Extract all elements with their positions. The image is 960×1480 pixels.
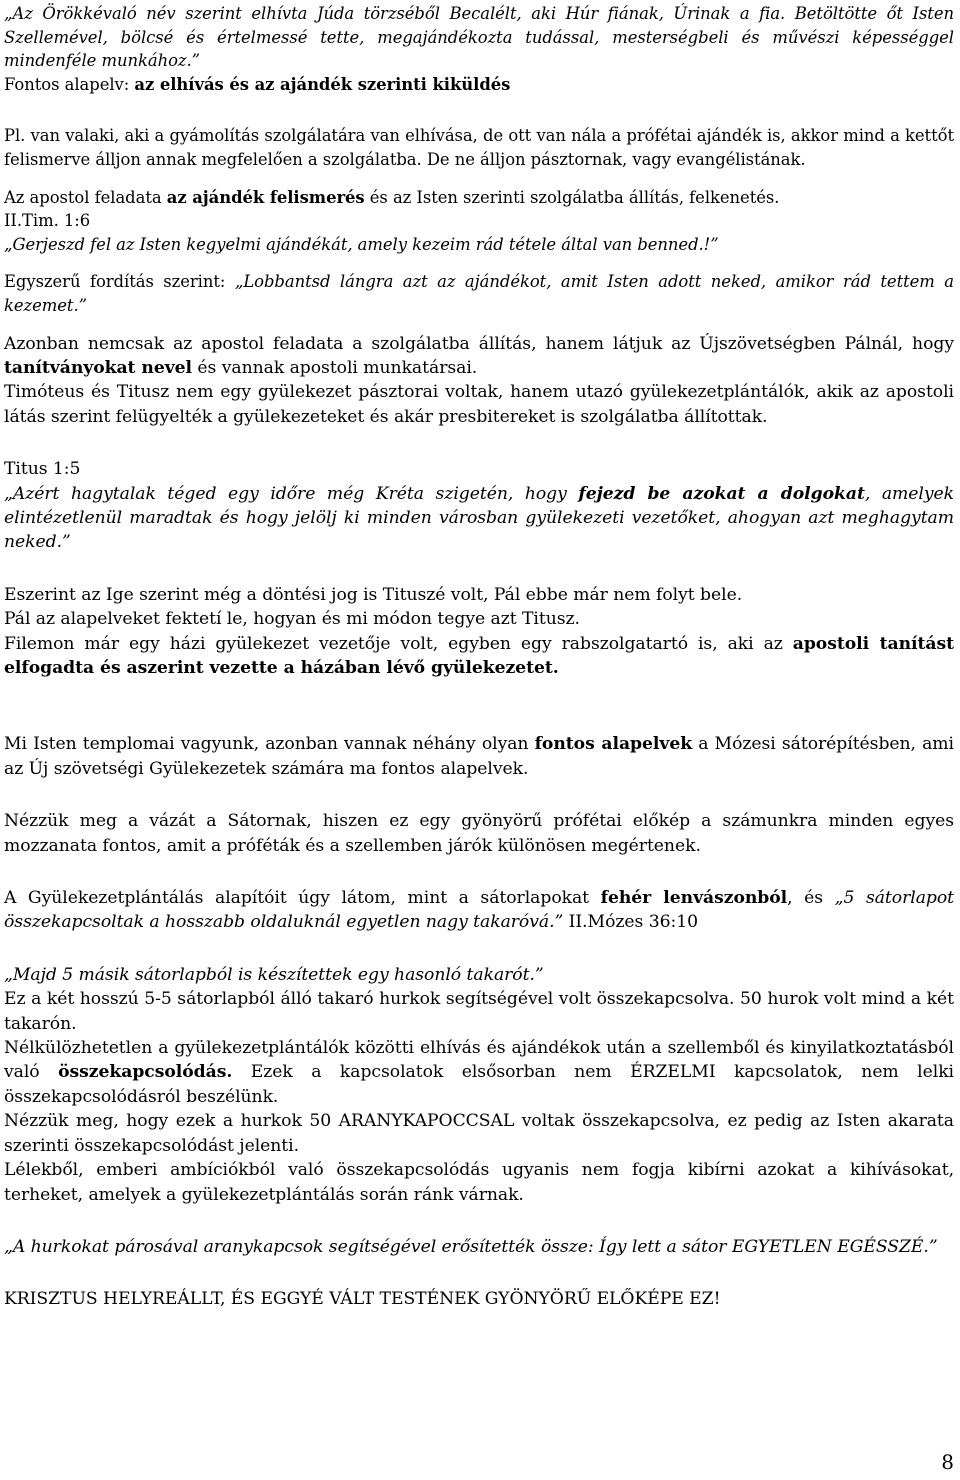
text-run: , és (787, 888, 835, 909)
bold-text: az ajándék felismerés (166, 187, 365, 207)
paragraph (4, 270, 954, 317)
text-run: II.Mózes 36:10 (563, 912, 698, 933)
text-run: KRISZTUS HELYREÁLLT, ÉS EGGYÉ VÁLT TESTÉNEK GYÖNYÖRŰ ELŐKÉPE EZ! (4, 1289, 721, 1310)
text-run: Ez a két hosszú 5-5 sátorlapból álló takaró hurkok segítségével volt összekapcsolva. 50 hurok volt mind a két takarón. (4, 989, 954, 1034)
text-run: Fontos alapelv: (4, 74, 135, 94)
paragraph (4, 2, 954, 73)
text-run: Eszerint az Ige szerint még a döntési jog is Tituszé volt, Pál ebbe már nem folyt bele. (4, 584, 743, 605)
paragraph (4, 380, 954, 429)
page-number: 8 (941, 1450, 954, 1474)
italic-text: „Gerjeszd fel az Isten kegyelmi ajándékát, amely kezeim rád tétele által van benned.!” (4, 234, 719, 254)
italic-text: „5 sátorlapot összekapcsoltak a hosszabb oldaluknál egyetlen nagy takaróvá.” (4, 888, 954, 933)
text-run: Nézzük meg a vázát a Sátornak, hiszen ez egy gyönyörű prófétai előkép a számunkra minden egyes mozzanata fontos, amit a próféták és a szellemben járók különösen megértenek. (4, 811, 954, 856)
text-run: Timóteus és Titusz nem egy gyülekezet pásztorai voltak, hanem utazó gyülekezetplántálók, akik az apostoli látás szerint felügyelték a gyülekezeteket és akár presbitereket is szolgálatba állítottak. (4, 382, 954, 427)
bold-text: összekapcsolódás. (58, 1062, 233, 1083)
paragraph (4, 124, 954, 171)
paragraph (4, 73, 954, 97)
text-run: Nélkülözhetetlen a gyülekezetplántálók közötti elhívás és ajándékok után a szellemből és kinyilatkoztatásból való (4, 1038, 954, 1083)
text-run: Az apostol feladata (4, 187, 167, 207)
text-run: a Mózesi sátorépítésben, ami az Új szövetségi Gyülekezetek számára ma fontos alapelvek. (4, 734, 954, 779)
text-run: és az Isten szerinti szolgálatba állítás, felkenetés. (364, 187, 780, 207)
paragraph (4, 1158, 954, 1207)
bold-text: apostoli tanítást elfogadta és aszerint vezette a házában lévő gyülekezetet. (4, 633, 954, 678)
text-run: Nézzük meg, hogy ezek a hurkok 50 ARANYKAPOCCSAL voltak összekapcsolva, ez pedig az Isten akarata szerinti összekapcsolódást jelenti. (4, 1111, 954, 1156)
bold-text: az elhívás és az ajándék szerinti kiküldés (134, 74, 511, 94)
paragraph (4, 457, 954, 481)
bold-italic-text: fejezd be azokat a dolgokat (578, 483, 865, 504)
paragraph (4, 209, 954, 233)
paragraph (4, 632, 954, 681)
paragraph (4, 607, 954, 631)
text-run: és vannak apostoli munkatársai. (192, 357, 478, 378)
text-run: Titus 1:5 (4, 459, 81, 480)
italic-text: „Azért hagytalak téged egy időre még Kréta szigetén, hogy (4, 483, 579, 504)
text-run: Azonban nemcsak az apostol feladata a szolgálatba állítás, hanem látjuk az Újszövetségben Pálnál, hogy (4, 333, 954, 354)
bold-text: fehér lenvászonból (600, 888, 788, 909)
paragraph (4, 1235, 954, 1259)
paragraph (4, 332, 954, 381)
paragraph (4, 1109, 954, 1158)
paragraph (4, 963, 954, 987)
text-run: Ezek a kapcsolatok elsősorban nem ÉRZELMI kapcsolatok, nem lelki összekapcsolódásról beszélünk. (4, 1062, 955, 1107)
paragraph (4, 886, 954, 935)
text-run: II.Tim. 1:6 (4, 211, 91, 231)
paragraph (4, 987, 954, 1036)
text-run: Pál az alapelveket fektetí le, hogyan és mi módon tegye azt Titusz. (4, 609, 580, 630)
italic-text: „Az Örökkévaló név szerint elhívta Júda törzséből Becalélt, aki Húr fiának, Úrinak a fia. Betöltötte őt Isten Szellemével, bölcsé és értelmessé tette, megajándékozta tudással, mesterségbeli és művészi képességgel mindenféle munkához.” (4, 4, 954, 71)
text-run: Lélekből, emberi ambíciókból való összekapcsolódás ugyanis nem fogja kibírni azokat a kihívásokat, terheket, amelyek a gyülekezetplántálás során ránk várnak. (4, 1160, 954, 1205)
text-run: Pl. van valaki, aki a gyámolítás szolgálatára van elhívása, de ott van nála a prófétai ajándék is, akkor mind a kettőt felismerve álljon annak megfelelően a szolgálatba. De ne álljon pásztornak, vagy evangélistának. (4, 126, 954, 169)
paragraph (4, 583, 954, 607)
paragraph (4, 732, 954, 781)
paragraph (4, 186, 954, 210)
paragraph (4, 1287, 954, 1311)
document-page (4, 2, 954, 1312)
paragraph (4, 482, 954, 555)
text-run: Egyszerű fordítás szerint: (4, 272, 235, 292)
text-run: A Gyülekezetplántálás alapítóit úgy látom, mint a sátorlapokat (4, 888, 601, 909)
bold-text: fontos alapelvek (534, 734, 693, 755)
text-run: Filemon már egy házi gyülekezet vezetője volt, egyben egy rabszolgatartó is, aki az (4, 633, 793, 654)
paragraph (4, 1036, 954, 1109)
paragraph (4, 809, 954, 858)
italic-text: „Lobbantsd lángra azt az ajándékot, amit Isten adott neked, amikor rád tettem a kezemet.” (4, 272, 954, 315)
italic-text: , amelyek elintézetlenül maradtak és hogy jelölj ki minden városban gyülekezeti vezetőket, ahogyan azt meghagytam neked.” (4, 483, 955, 553)
italic-text: „Majd 5 másik sátorlapból is készítettek egy hasonló takarót.” (4, 964, 544, 985)
paragraph (4, 233, 954, 257)
text-run: Mi Isten templomai vagyunk, azonban vannak néhány olyan (4, 734, 535, 755)
bold-text: tanítványokat nevel (4, 357, 193, 378)
italic-text: „A hurkokat párosával aranykapcsok segítségével erősítették össze: Így lett a sátor EGYETLEN EGÉSSZÉ.” (4, 1236, 938, 1257)
